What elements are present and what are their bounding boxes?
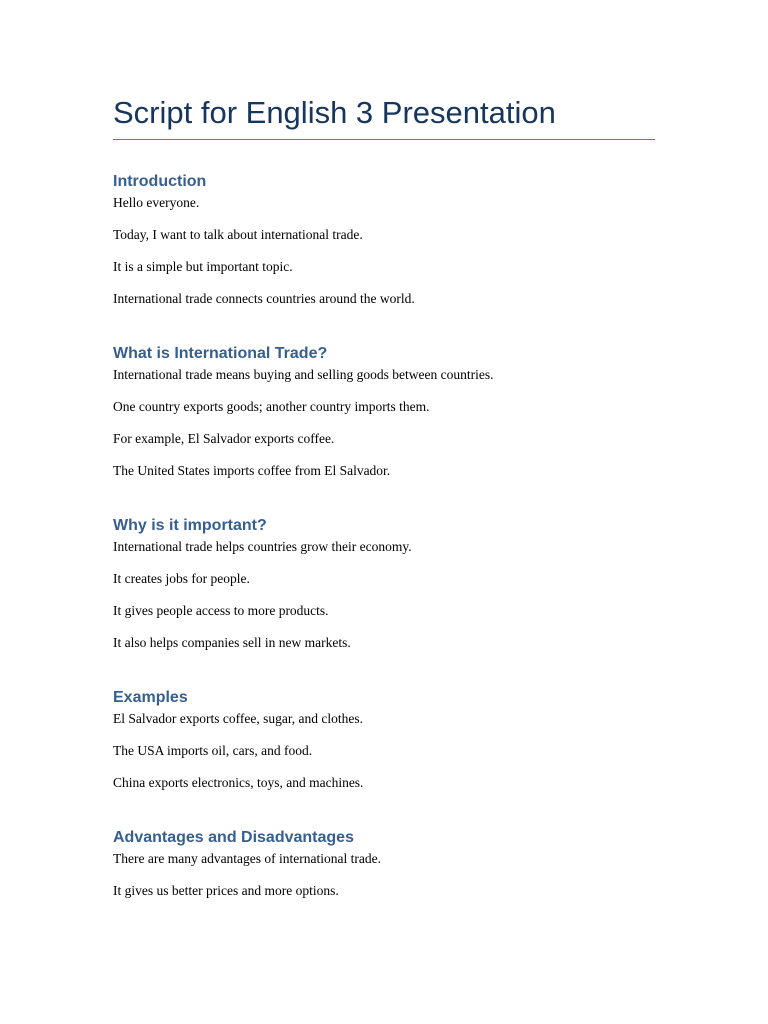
- paragraph: El Salvador exports coffee, sugar, and clothes.: [113, 711, 364, 726]
- section-examples: [113, 688, 673, 807]
- section-advantages-disadvantages: [113, 828, 673, 915]
- paragraph: One country exports goods; another country imports them.: [113, 399, 430, 414]
- paragraph: For example, El Salvador exports coffee.: [113, 431, 335, 446]
- paragraph: China exports electronics, toys, and machines.: [113, 775, 364, 790]
- paragraph: There are many advantages of international trade.: [113, 851, 381, 866]
- section-heading: Why is it important?: [113, 517, 267, 534]
- paragraph: International trade means buying and selling goods between countries.: [113, 367, 494, 382]
- paragraph: International trade connects countries around the world.: [113, 291, 415, 306]
- paragraph: International trade helps countries grow their economy.: [113, 539, 412, 554]
- section-what-is-international-trade: [113, 344, 673, 495]
- paragraph: Today, I want to talk about international trade.: [113, 227, 363, 242]
- paragraph: It is a simple but important topic.: [113, 259, 293, 274]
- section-introduction: [113, 172, 673, 323]
- paragraph: It gives people access to more products.: [113, 603, 329, 618]
- paragraph: Hello everyone.: [113, 195, 200, 210]
- section-heading: Advantages and Disadvantages: [113, 829, 354, 846]
- paragraph: It gives us better prices and more options.: [113, 883, 339, 898]
- document-title: Script for English 3 Presentation: [113, 95, 556, 130]
- section-why-important: [113, 516, 673, 667]
- paragraph: The USA imports oil, cars, and food.: [113, 743, 313, 758]
- title-divider: [113, 139, 655, 140]
- section-heading: Examples: [113, 689, 188, 706]
- paragraph: The United States imports coffee from El Salvador.: [113, 463, 391, 478]
- paragraph: It also helps companies sell in new markets.: [113, 635, 351, 650]
- section-heading: What is International Trade?: [113, 345, 328, 362]
- paragraph: It creates jobs for people.: [113, 571, 250, 586]
- section-heading: Introduction: [113, 173, 207, 190]
